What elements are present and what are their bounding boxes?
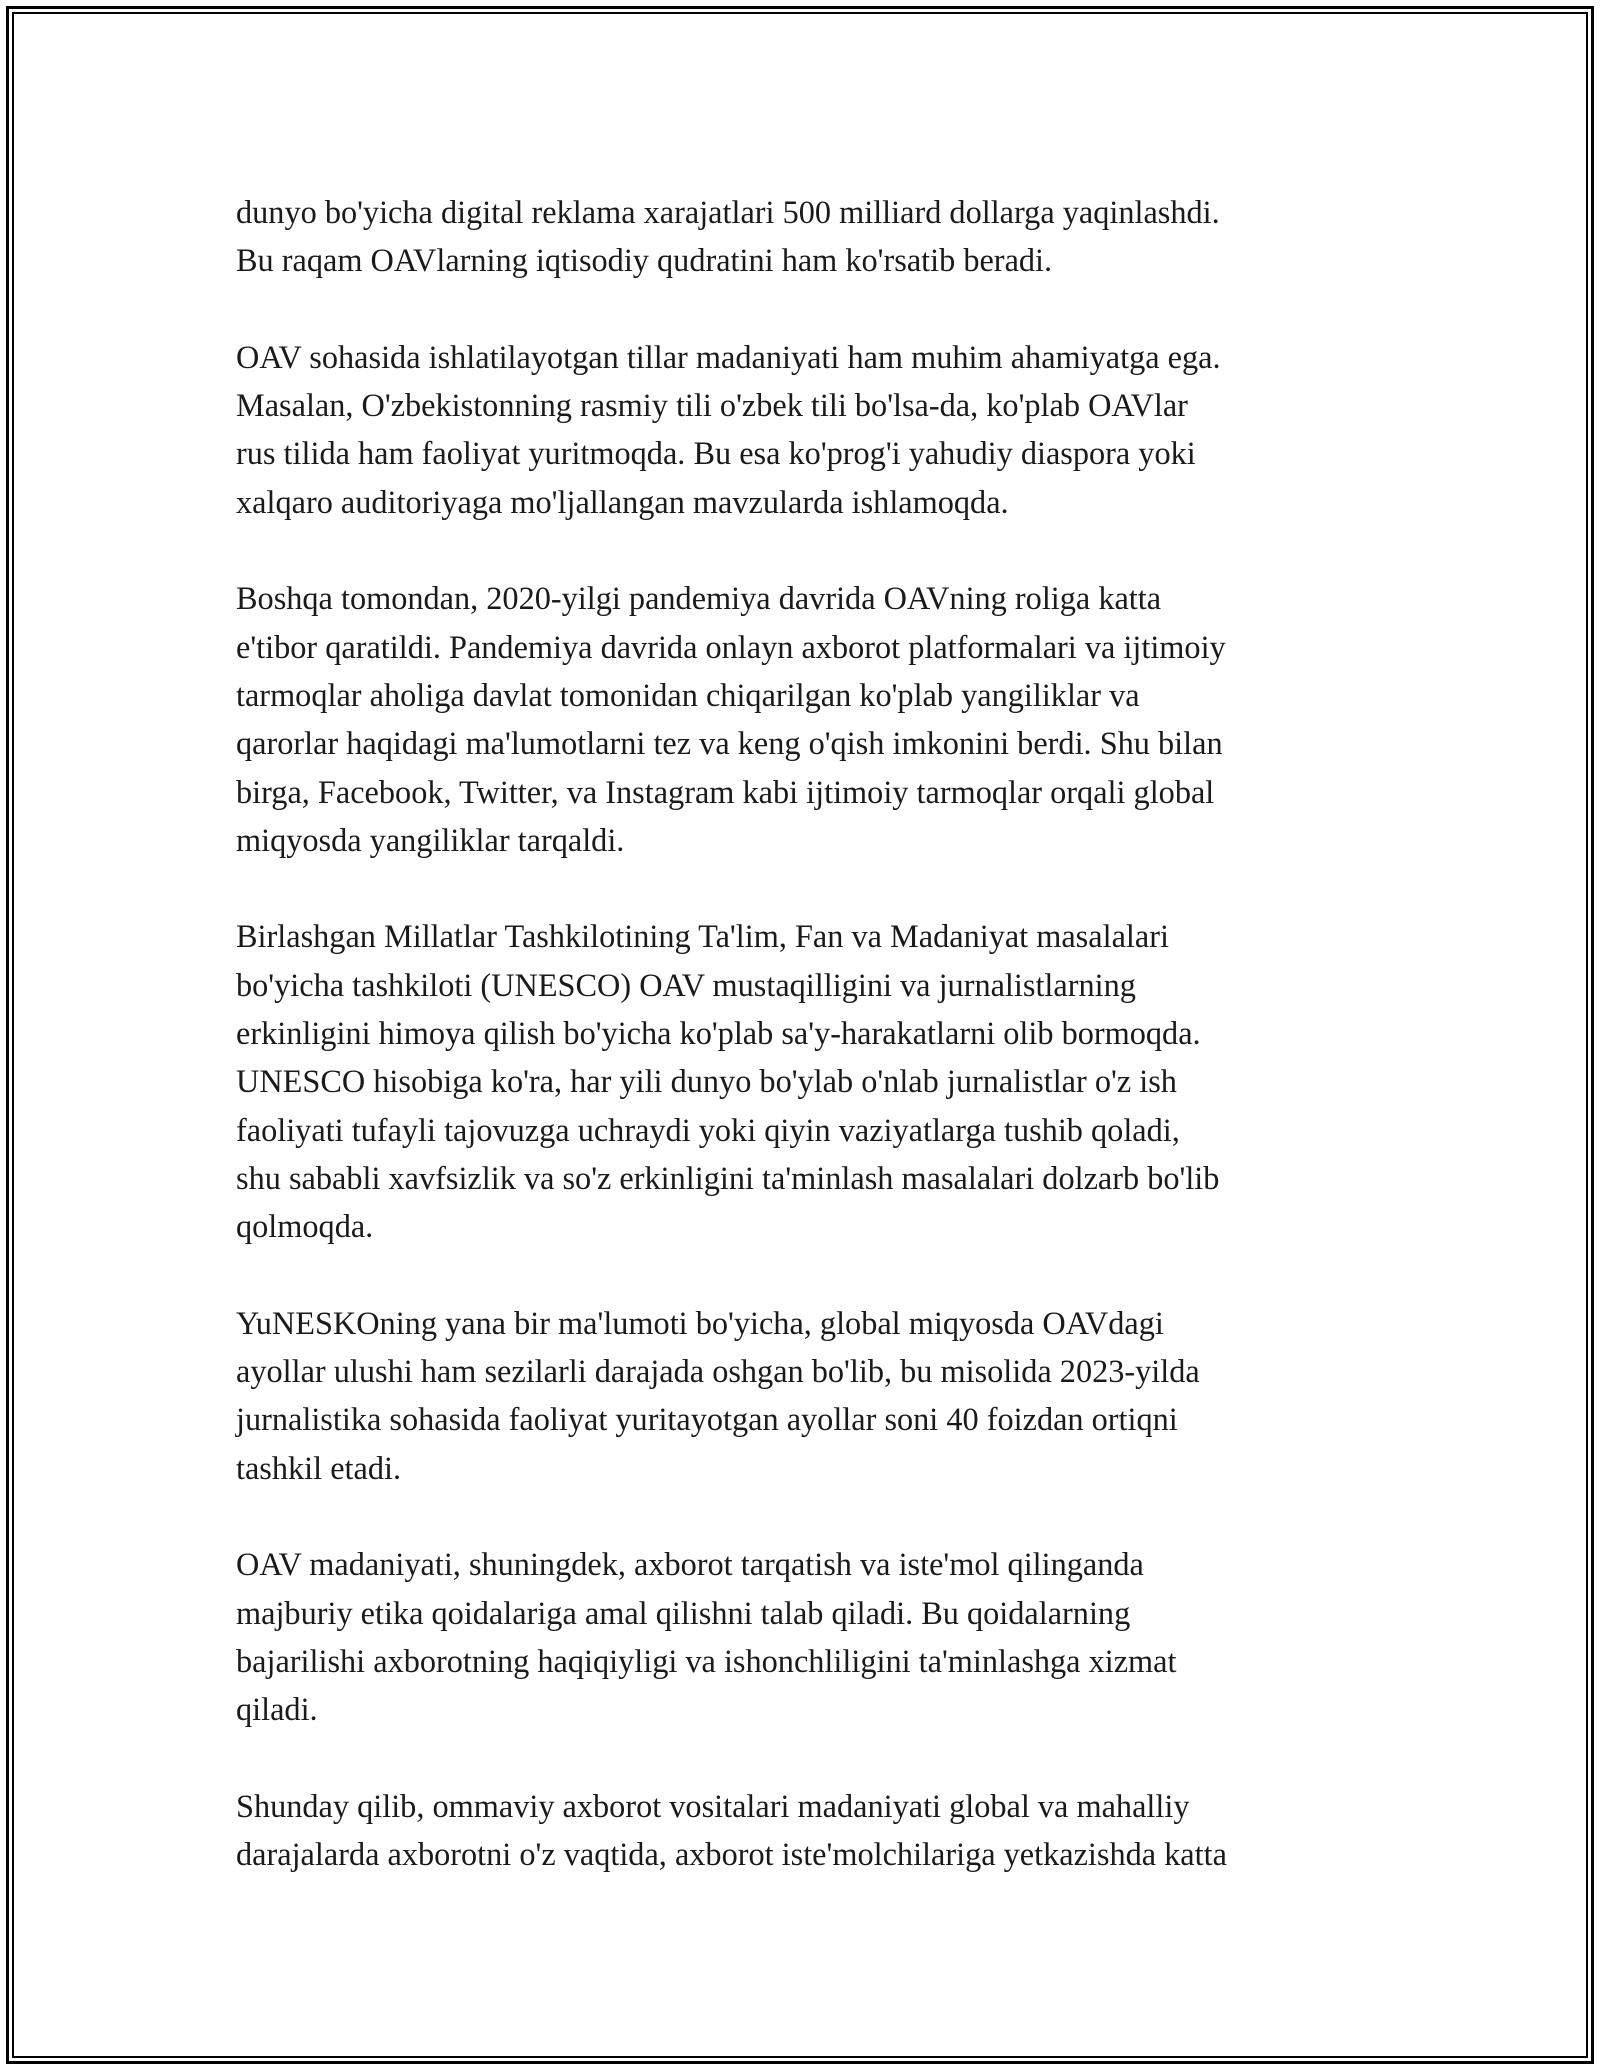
text-line: bajarilishi axborotning haqiqiyligi va ishonchliligini ta'minlashga xizmat bbox=[236, 1642, 1177, 1679]
text-line: UNESCO hisobiga ko'ra, har yili dunyo bo'ylab o'nlab jurnalistlar o'z ish bbox=[236, 1063, 1177, 1100]
text-line: faoliyati tufayli tajovuzga uchraydi yoki qiyin vaziyatlarga tushib qoladi, bbox=[236, 1111, 1180, 1148]
text-line: darajalarda axborotni o'z vaqtida, axborot iste'molchilariga yetkazishda katta bbox=[236, 1836, 1227, 1873]
text-line: miqyosda yangiliklar tarqaldi. bbox=[236, 821, 625, 858]
text-line: birga, Facebook, Twitter, va Instagram kabi ijtimoiy tarmoqlar orqali global bbox=[236, 773, 1215, 810]
document-body bbox=[236, 188, 1386, 1927]
text-line: qolmoqda. bbox=[236, 1208, 374, 1245]
text-line: bo'yicha tashkiloti (UNESCO) OAV mustaqilligini va jurnalistlarning bbox=[236, 966, 1136, 1003]
text-line: dunyo bo'yicha digital reklama xarajatlari 500 milliard dollarga yaqinlashdi. bbox=[236, 194, 1220, 230]
text-line: rus tilida ham faoliyat yuritmoqda. Bu esa ko'prog'i yahudiy diaspora yoki bbox=[236, 435, 1196, 472]
text-line: Bu raqam OAVlarning iqtisodiy qudratini ham ko'rsatib beradi. bbox=[236, 242, 1053, 279]
text-line: Boshqa tomondan, 2020-yilgi pandemiya davrida OAVning roliga katta bbox=[236, 580, 1162, 617]
text-line: OAV sohasida ishlatilayotgan tillar madaniyati ham muhim ahamiyatga ega. bbox=[236, 338, 1221, 375]
text-line: OAV madaniyati, shuningdek, axborot tarqatish va iste'mol qilinganda bbox=[236, 1546, 1144, 1583]
text-line: YuNESKOning yana bir ma'lumoti bo'yicha, global miqyosda OAVdagi bbox=[236, 1304, 1164, 1341]
text-line: ayollar ulushi ham sezilarli darajada oshgan bo'lib, bu misolida 2023-yilda bbox=[236, 1353, 1200, 1390]
text-line: shu sababli xavfsizlik va so'z erkinligini ta'minlash masalalari dolzarb bo'lib bbox=[236, 1159, 1220, 1196]
text-line: e'tibor qaratildi. Pandemiya davrida onlayn axborot platformalari va ijtimoiy bbox=[236, 628, 1226, 665]
paragraph-5 bbox=[236, 1299, 1386, 1492]
text-line: xalqaro auditoriyaga mo'ljallangan mavzularda ishlamoqda. bbox=[236, 483, 1009, 520]
text-line: Birlashgan Millatlar Tashkilotining Ta'lim, Fan va Madaniyat masalalari bbox=[236, 918, 1169, 955]
paragraph-2 bbox=[236, 333, 1386, 526]
text-line: erkinligini himoya qilish bo'yicha ko'plab sa'y-harakatlarni olib bormoqda. bbox=[236, 1015, 1201, 1052]
text-line: jurnalistika sohasida faoliyat yuritayotgan ayollar soni 40 foizdan ortiqni bbox=[236, 1401, 1178, 1438]
text-line: tarmoqlar aholiga davlat tomonidan chiqarilgan ko'plab yangiliklar va bbox=[236, 676, 1140, 713]
paragraph-7 bbox=[236, 1782, 1386, 1879]
text-line: qiladi. bbox=[236, 1691, 318, 1728]
paragraph-3 bbox=[236, 574, 1386, 864]
paragraph-1 bbox=[236, 188, 1386, 285]
text-line: Masalan, O'zbekistonning rasmiy tili o'zbek tili bo'lsa-da, ko'plab OAVlar bbox=[236, 387, 1188, 424]
text-line: tashkil etadi. bbox=[236, 1449, 402, 1486]
paragraph-6 bbox=[236, 1540, 1386, 1733]
text-line: qarorlar haqidagi ma'lumotlarni tez va keng o'qish imkonini berdi. Shu bilan bbox=[236, 725, 1223, 762]
text-line: Shunday qilib, ommaviy axborot vositalari madaniyati global va mahalliy bbox=[236, 1787, 1190, 1824]
text-line: majburiy etika qoidalariga amal qilishni talab qiladi. Bu qoidalarning bbox=[236, 1594, 1131, 1631]
paragraph-4 bbox=[236, 912, 1386, 1250]
